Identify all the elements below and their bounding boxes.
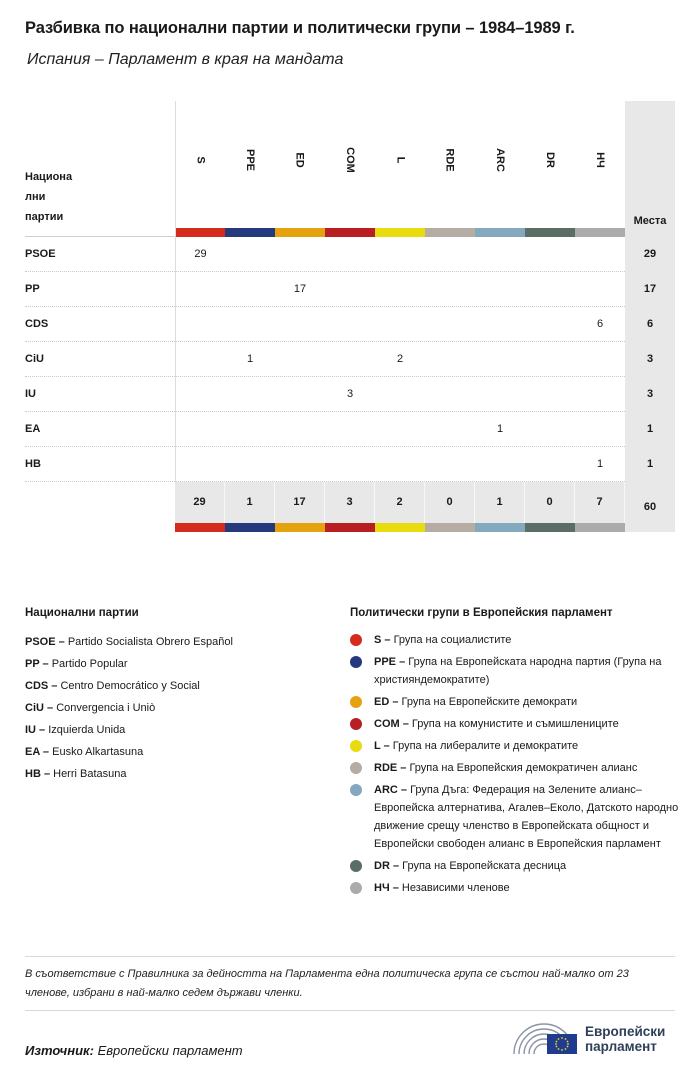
group-code: RDE: [443, 148, 456, 172]
seat-cell: [475, 377, 525, 412]
seat-cell: [175, 342, 225, 377]
table-row: [25, 307, 675, 342]
seat-cell: [575, 237, 625, 272]
national-parties-legend: [25, 607, 325, 785]
group-code: НЧ: [594, 152, 606, 168]
group-legend-item: S – Група на социалистите: [350, 631, 680, 649]
group-color-bar: [325, 523, 375, 532]
party-name: IU: [25, 388, 36, 400]
group-dot-icon: [350, 762, 362, 774]
seat-cell: [475, 307, 525, 342]
seat-cell: [475, 237, 525, 272]
seat-cell: [525, 377, 575, 412]
group-color-bar: [575, 523, 625, 532]
group-color-bar: [425, 228, 475, 237]
group-total: 1: [475, 482, 525, 523]
group-total: 17: [275, 482, 325, 523]
group-legend-item: ARC – Група Дъга: Федерация на Зелените алианс– Европейска алтернатива, Агалев–Еколо, Датското народно движение срещу членство в Европейската общност и Европейски свободен алианс в Европейския парламент: [350, 781, 680, 853]
seat-cell: [575, 377, 625, 412]
seat-cell: [275, 447, 325, 482]
group-color-bar: [425, 523, 475, 532]
table-row: [25, 237, 675, 272]
seat-cell: [225, 307, 275, 342]
seat-cell: [375, 237, 425, 272]
party-name: HB: [25, 458, 41, 470]
party-total: 29: [625, 237, 675, 272]
group-legend-item: RDE – Група на Европейския демократичен алианс: [350, 759, 680, 777]
party-total: 6: [625, 307, 675, 342]
seat-cell: [375, 307, 425, 342]
table-row: [25, 377, 675, 412]
seat-cell: [375, 377, 425, 412]
seat-cell: [425, 237, 475, 272]
seat-cell: [425, 412, 475, 447]
seat-cell: [275, 412, 325, 447]
table-row: [25, 412, 675, 447]
national-legend-item: CiU – Convergencia i Uniò: [25, 702, 156, 714]
party-name: PSOE: [25, 248, 56, 260]
seat-cell: [175, 377, 225, 412]
source-value: Европейски парламент: [97, 1043, 243, 1058]
group-color-bar: [525, 523, 575, 532]
group-dot-icon: [350, 634, 362, 646]
rules-note: В съответствие с Правилника за дейността на Парламента една политическа група се състои най-малко от 23 членове, избрани в най-малко седем държави членки.: [25, 956, 675, 1011]
table-row: [25, 342, 675, 377]
table-row: [25, 272, 675, 307]
seat-cell: [575, 342, 625, 377]
seat-cell: [325, 307, 375, 342]
seat-cell: [425, 272, 475, 307]
eu-flag-icon: [547, 1034, 577, 1054]
table-header: [25, 101, 675, 237]
seat-cell: [325, 342, 375, 377]
seat-cell: [425, 377, 475, 412]
group-column-header: [325, 101, 375, 237]
seat-table: [25, 101, 675, 532]
group-code: PPE: [243, 148, 256, 172]
seat-cell: [575, 272, 625, 307]
seat-cell: [275, 307, 325, 342]
seat-cell: 29: [175, 237, 225, 272]
seat-cell: [325, 412, 375, 447]
group-column-header: [275, 101, 325, 237]
seat-cell: [225, 447, 275, 482]
national-legend-item: IU – Izquierda Unida: [25, 724, 126, 736]
group-dot-icon: [350, 882, 362, 894]
seat-cell: [275, 377, 325, 412]
seat-cell: [275, 237, 325, 272]
group-legend-item: COM – Група на комунистите и съмишлениците: [350, 715, 680, 733]
group-column-header: [175, 101, 225, 237]
seat-cell: 3: [346, 388, 354, 400]
group-code: L: [393, 156, 406, 164]
group-code: DR: [543, 152, 556, 168]
page-title: Разбивка по национални партии и политически групи – 1984–1989 г.: [25, 19, 575, 37]
party-name: PP: [25, 283, 40, 295]
source-line: [25, 1043, 243, 1058]
group-dot-icon: [350, 718, 362, 730]
group-color-bar: [375, 228, 425, 237]
seat-cell: [525, 447, 575, 482]
seat-cell: [525, 237, 575, 272]
group-total: 3: [325, 482, 375, 523]
party-total: 1: [625, 447, 675, 482]
seat-cell: [525, 272, 575, 307]
page-subtitle: Испания – Парламент в края на мандата: [27, 51, 344, 68]
group-column-header: [575, 101, 625, 237]
group-color-bar: [176, 228, 225, 237]
group-color-bar: [325, 228, 375, 237]
seat-cell: [425, 447, 475, 482]
national-legend-item: PSOE – Partido Socialista Obrero Español: [25, 636, 233, 648]
seat-cell: [375, 412, 425, 447]
logo-text: Европейски парламент: [585, 1024, 666, 1054]
group-color-bar: [475, 523, 525, 532]
group-dot-icon: [350, 696, 362, 708]
group-code: COM: [343, 147, 356, 173]
table-body: [25, 237, 675, 482]
seat-cell: 17: [293, 283, 307, 295]
seats-column-header: [625, 101, 675, 237]
group-color-bar: [525, 228, 575, 237]
party-column-header: Национа лни партии: [25, 171, 73, 223]
seat-cell: [325, 237, 375, 272]
national-legend-heading: Национални партии: [25, 607, 139, 619]
group-code: S: [194, 156, 207, 164]
grand-total: 60: [625, 482, 675, 532]
seat-cell: [225, 377, 275, 412]
seat-cell: [275, 342, 325, 377]
seat-cell: 1: [496, 423, 504, 435]
group-total: 7: [575, 482, 625, 523]
table-row: [25, 447, 675, 482]
group-legend-item: PPE – Група на Европейската народна партия (Група на християндемократите): [350, 653, 680, 689]
seat-cell: 6: [596, 318, 604, 330]
seat-cell: [175, 447, 225, 482]
group-color-bar: [375, 523, 425, 532]
seat-cell: [475, 447, 525, 482]
group-legend-item: DR – Група на Европейската десница: [350, 857, 680, 875]
seat-cell: [475, 342, 525, 377]
group-column-header: [475, 101, 525, 237]
seat-cell: [525, 307, 575, 342]
group-color-bar: [275, 228, 325, 237]
group-total: 29: [175, 482, 225, 523]
party-total: 1: [625, 412, 675, 447]
seat-cell: [425, 307, 475, 342]
group-column-header: [225, 101, 275, 237]
group-color-bar: [225, 523, 275, 532]
group-color-bar: [275, 523, 325, 532]
group-total: 0: [425, 482, 475, 523]
group-color-bar: [475, 228, 525, 237]
seat-cell: [175, 412, 225, 447]
seat-cell: [225, 412, 275, 447]
seat-cell: [225, 237, 275, 272]
group-dot-icon: [350, 784, 362, 796]
seat-cell: [175, 307, 225, 342]
group-legend-heading: Политически групи в Европейския парламент: [350, 607, 613, 619]
group-legend-item: НЧ – Независими членове: [350, 879, 680, 897]
group-dot-icon: [350, 860, 362, 872]
party-name: CiU: [25, 353, 44, 365]
group-column-header: [425, 101, 475, 237]
group-column-header: [375, 101, 425, 237]
seat-cell: [525, 412, 575, 447]
seat-cell: [525, 342, 575, 377]
party-total: 3: [625, 342, 675, 377]
national-legend-item: PP – Partido Popular: [25, 658, 128, 670]
political-groups-legend: [350, 607, 680, 901]
seat-cell: [475, 272, 525, 307]
source-label: Източник:: [25, 1043, 94, 1058]
group-dot-icon: [350, 656, 362, 668]
seat-cell: [375, 447, 425, 482]
seat-cell: 1: [596, 458, 604, 470]
seat-cell: [575, 412, 625, 447]
seat-cell: 2: [396, 353, 404, 365]
group-color-bar: [175, 523, 225, 532]
party-name: CDS: [25, 318, 49, 330]
national-legend-item: HB – Herri Batasuna: [25, 768, 127, 780]
group-code: ED: [294, 152, 306, 168]
group-color-bar: [225, 228, 275, 237]
group-dot-icon: [350, 740, 362, 752]
party-total: 3: [625, 377, 675, 412]
party-total: 17: [625, 272, 675, 307]
national-legend-item: EA – Eusko Alkartasuna: [25, 746, 144, 758]
group-column-header: [525, 101, 575, 237]
seat-cell: [425, 342, 475, 377]
group-totals-row: [25, 482, 675, 532]
group-color-bar: [575, 228, 625, 237]
group-code: ARC: [494, 148, 506, 172]
national-legend-item: CDS – Centro Democrático y Social: [25, 680, 200, 692]
group-total: 0: [525, 482, 575, 523]
group-total: 1: [225, 482, 275, 523]
european-parliament-logo: [512, 1018, 682, 1060]
seat-cell: [325, 272, 375, 307]
party-name: EA: [25, 423, 41, 435]
seats-header-label: Места: [633, 215, 667, 227]
group-total: 2: [375, 482, 425, 523]
seat-cell: [175, 272, 225, 307]
group-legend-item: L – Група на либералите и демократите: [350, 737, 680, 755]
seat-cell: [325, 447, 375, 482]
group-legend-item: ED – Група на Европейските демократи: [350, 693, 680, 711]
seat-cell: [375, 272, 425, 307]
seat-cell: 1: [246, 353, 254, 365]
seat-cell: [225, 272, 275, 307]
